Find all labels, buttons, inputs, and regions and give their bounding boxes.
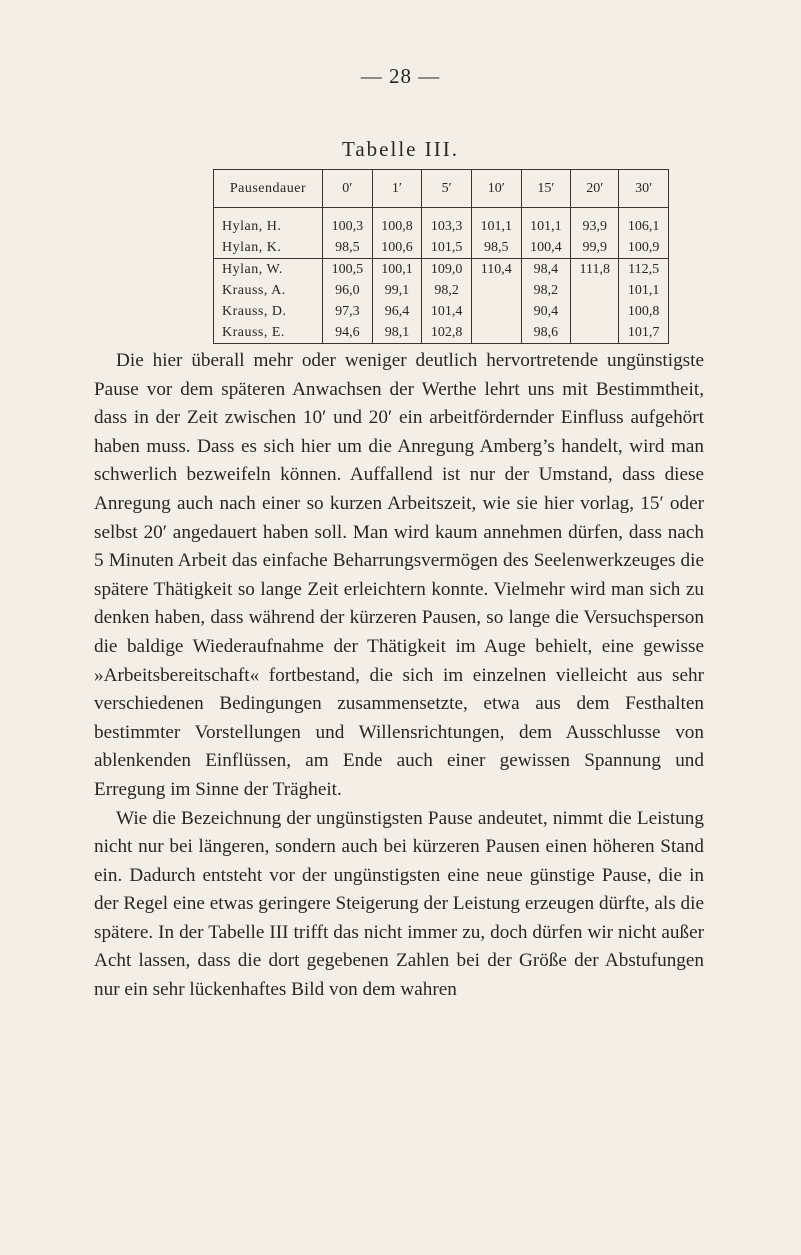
table-cell: 98,6 bbox=[521, 322, 571, 344]
page-number: — 28 — bbox=[360, 64, 441, 88]
column-header: 1′ bbox=[372, 170, 422, 208]
table-row bbox=[214, 322, 669, 344]
table-cell: 101,1 bbox=[619, 280, 669, 301]
table-cell bbox=[571, 280, 619, 301]
subject-name: Hylan, W. bbox=[214, 259, 323, 281]
body-text bbox=[94, 347, 704, 1005]
table-cell bbox=[571, 301, 619, 322]
column-header: 5′ bbox=[422, 170, 472, 208]
subject-name: Hylan, K. bbox=[214, 237, 323, 259]
table-header bbox=[214, 170, 669, 208]
table-cell: 100,9 bbox=[619, 237, 669, 259]
table-row bbox=[214, 301, 669, 322]
table-cell: 109,0 bbox=[422, 259, 472, 281]
column-header: 30′ bbox=[619, 170, 669, 208]
table-cell: 98,5 bbox=[471, 237, 521, 259]
table-cell: 96,0 bbox=[323, 280, 373, 301]
table-row bbox=[214, 208, 669, 238]
column-header: 15′ bbox=[521, 170, 571, 208]
table-cell: 96,4 bbox=[372, 301, 422, 322]
table-cell: 101,1 bbox=[521, 208, 571, 238]
column-header: Pausendauer bbox=[214, 170, 323, 208]
column-header: 0′ bbox=[323, 170, 373, 208]
table-cell: 110,4 bbox=[471, 259, 521, 281]
table-cell: 101,7 bbox=[619, 322, 669, 344]
table-cell: 101,5 bbox=[422, 237, 472, 259]
data-table bbox=[213, 169, 669, 344]
table-cell: 100,5 bbox=[323, 259, 373, 281]
column-header: 10′ bbox=[471, 170, 521, 208]
table-cell: 112,5 bbox=[619, 259, 669, 281]
subject-name: Krauss, D. bbox=[214, 301, 323, 322]
table-cell bbox=[471, 322, 521, 344]
table-cell: 101,4 bbox=[422, 301, 472, 322]
table-cell bbox=[471, 301, 521, 322]
table-cell: 100,3 bbox=[323, 208, 373, 238]
table-cell: 111,8 bbox=[571, 259, 619, 281]
column-header: 20′ bbox=[571, 170, 619, 208]
table-cell bbox=[471, 280, 521, 301]
table-cell: 101,1 bbox=[471, 208, 521, 238]
table-cell: 100,8 bbox=[619, 301, 669, 322]
table-cell: 90,4 bbox=[521, 301, 571, 322]
table-cell: 100,4 bbox=[521, 237, 571, 259]
table-cell: 94,6 bbox=[323, 322, 373, 344]
table-cell bbox=[571, 322, 619, 344]
table-cell: 98,5 bbox=[323, 237, 373, 259]
paragraph: Die hier überall mehr oder weniger deutlich hervortretende ungünstigste Pause vor dem späteren Anwachsen der Werthe lehrt uns mit Bestimmtheit, dass in der Zeit zwischen 10′ und 20′ ein arbeitfördernder Einfluss aufgehört haben muss. Dass es sich hier um die Anregung Amberg’s handelt, wird man schwerlich bezweifeln können. Auffallend ist nur der Umstand, dass diese Anregung auch nach einer so kurzen Arbeitszeit, wie sie hier vorlag, 15′ oder selbst 20′ angedauert haben soll. Man wird kaum annehmen dürfen, dass nach 5 Minuten Arbeit das einfache Beharrungsvermögen des Seelenwerkzeuges die spätere Thätigkeit so lange Zeit erleichtern konnte. Vielmehr wird man sich zu denken haben, dass während der kürzeren Pausen, so lange die Versuchsperson die baldige Wiederaufnahme der Thätigkeit im Auge behielt, eine gewisse »Arbeitsbereitschaft« fortbestand, die sich im einzelnen vielleicht aus sehr verschiedenen Bedingungen zusammensetzte, etwa aus dem Festhalten bestimmter Vorstellungen und Willensrichtungen, dem Ausschlusse von ablenkenden Einflüssen, am Ende auch einer gewissen Spannung und Erregung im Sinne der Trägheit. bbox=[94, 350, 704, 800]
table-cell: 102,8 bbox=[422, 322, 472, 344]
table-cell: 100,6 bbox=[372, 237, 422, 259]
table-cell: 100,1 bbox=[372, 259, 422, 281]
table-row bbox=[214, 237, 669, 259]
table-cell: 93,9 bbox=[571, 208, 619, 238]
paragraph: Wie die Bezeichnung der ungünstigsten Pause andeutet, nimmt die Leistung nicht nur bei längeren, sondern auch bei kürzeren Pausen einen höheren Stand ein. Dadurch entsteht vor der ungünstigsten eine neue günstige Pause, die in der Regel eine etwas geringere Steigerung der Leistung erzeugen dürfte, als die spätere. In der Tabelle III trifft das nicht immer zu, doch dürfen wir nicht außer Acht lassen, dass die dort gegebenen Zahlen bei der Größe der Abstufungen nur ein sehr lückenhaftes Bild von dem wahren bbox=[94, 807, 704, 1001]
table-cell: 97,3 bbox=[323, 301, 373, 322]
table-cell: 98,2 bbox=[521, 280, 571, 301]
table-title: Tabelle III. bbox=[342, 137, 459, 161]
subject-name: Hylan, H. bbox=[214, 208, 323, 238]
table-body bbox=[214, 208, 669, 344]
subject-name: Krauss, A. bbox=[214, 280, 323, 301]
header-row bbox=[214, 170, 669, 208]
table-row bbox=[214, 259, 669, 281]
subject-name: Krauss, E. bbox=[214, 322, 323, 344]
table-cell: 99,1 bbox=[372, 280, 422, 301]
table-cell: 100,8 bbox=[372, 208, 422, 238]
table-cell: 99,9 bbox=[571, 237, 619, 259]
table-cell: 103,3 bbox=[422, 208, 472, 238]
table-cell: 106,1 bbox=[619, 208, 669, 238]
table-cell: 98,2 bbox=[422, 280, 472, 301]
table-row bbox=[214, 280, 669, 301]
table-cell: 98,4 bbox=[521, 259, 571, 281]
table-cell: 98,1 bbox=[372, 322, 422, 344]
